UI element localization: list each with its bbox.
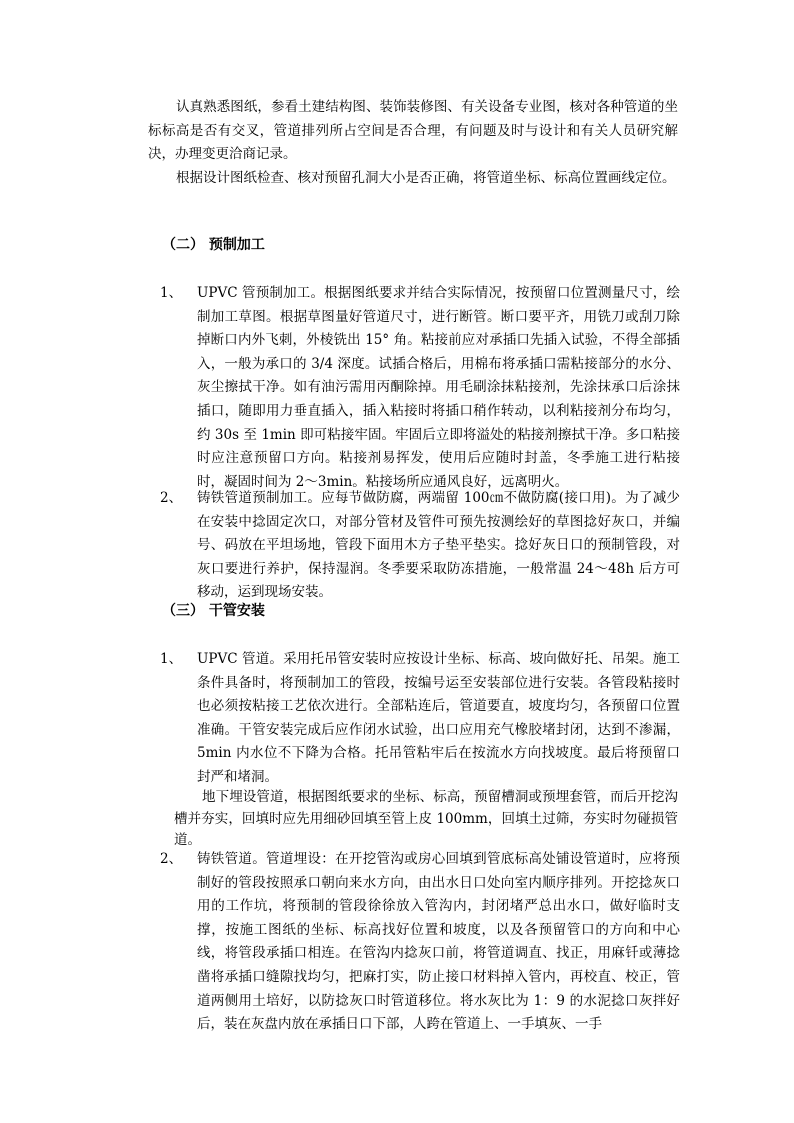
list-item-number: 2、 xyxy=(160,851,183,867)
intro-paragraph-2: 根据设计图纸检查、核对预留孔洞大小是否正确，将管道坐标、标高位置画线定位。 xyxy=(176,170,676,186)
list-item xyxy=(160,848,680,1037)
list-item xyxy=(160,648,680,790)
list-item xyxy=(160,487,680,605)
section-heading-main-pipe: （三） 干管安装 xyxy=(162,603,265,619)
section-heading-prefab: （二） 预制加工 xyxy=(162,237,265,253)
list-item-number: 1、 xyxy=(160,651,183,667)
list-item-text: UPVC 管预制加工。根据图纸要求并结合实际情况，按预留口位置测量尺寸，绘制加工草图。根据草图量好管道尺寸，进行断管。断口要平齐，用铣刀或刮刀除掉断口内外飞刺，外棱铣出 15° 角。粘接前应对承插口先插入试验，不得全部插入，一般为承口的 3/4 深度。试插合格后，用棉布将承插口需粘接部分的水分、灰尘擦拭干净。如有油污需用丙酮除掉。用毛刷涂抹粘接剂，先涂抹承口后涂抹插口，随即用力垂直插入，插入粘接时将插口稍作转动，以利粘接剂分布均匀，约 30s 至 1min 即可粘接牢固。牢固后立即将溢处的粘接剂擦拭干净。多口粘接时应注意预留口方向。粘接剂易挥发，使用后应随时封盖，冬季施工进行粘接时，凝固时间为 2～3min。粘接场所应通风良好，远离明火。 xyxy=(197,285,680,490)
list-item-text: 铸铁管道。管道埋设：在开挖管沟或房心回填到管底标高处铺设管道时，应将预制好的管段按照承口朝向来水方向，由出水日口处向室内顺序排列。开挖捻灰口用的工作坑，将预制的管段徐徐放入管沟内，封闭堵严总出水口，做好临时支撑，按施工图纸的坐标、标高找好位置和坡度，以及各预留管口的方向和中心线，将管段承插口相连。在管沟内捻灰口前，将管道调直、找正，用麻钎或薄捻凿将承插口缝隙找均匀，把麻打实，防止接口材料掉入管内，再校直、校正，管道两侧用土培好，以防捻灰口时管道移位。将水灰比为 1：9 的水泥捻口灰拌好后，装在灰盘内放在承插日口下部，人跨在管道上、一手填灰、一手 xyxy=(197,851,680,1033)
underground-pipe-paragraph: 地下埋设管道，根据图纸要求的坐标、标高，预留槽洞或预埋套管，而后开挖沟槽并夯实，回填时应先用细砂回填至管上皮 100mm，回填土过筛，夯实时勿碰损管道。 xyxy=(174,789,678,848)
list-item-text: 铸铁管道预制加工。应每节做防腐，两端留 100㎝不做防腐(接口用)。为了减少在安装中捻固定次口，对部分管材及管件可预先按测绘好的草图捻好灰口，并编号、码放在平坦场地，管段下面用木方子垫平垫实。捻好灰日口的预制管段，对灰口要进行养护，保持湿润。冬季要采取防冻措施，一般常温 24～48h 后方可移动，运到现场安装。 xyxy=(197,490,680,601)
list-item-number: 2、 xyxy=(160,490,183,506)
list-item-number: 1、 xyxy=(160,285,183,301)
list-item xyxy=(160,282,680,494)
list-item-text: UPVC 管道。采用托吊管安装时应按设计坐标、标高、坡向做好托、吊架。施工条件具备时，将预制加工的管段，按编号运至安装部位进行安装。各管段粘接时也必须按粘接工艺依次进行。全部粘连后，管道要直，坡度均匀，各预留口位置准确。干管安装完成后应作闭水试验，出口应用充气橡胶堵封闭，达到不渗漏，5min 内水位不下降为合格。托吊管粘牢后在按流水方向找坡度。最后将预留口封严和堵洞。 xyxy=(197,651,680,785)
intro-paragraph-1: 认真熟悉图纸，参看土建结构图、装饰装修图、有关设备专业图，核对各种管道的坐标标高是否有交叉，管道排列所占空间是否合理，有问题及时与设计和有关人员研究解决，办理变更洽商记录。 xyxy=(148,99,678,162)
